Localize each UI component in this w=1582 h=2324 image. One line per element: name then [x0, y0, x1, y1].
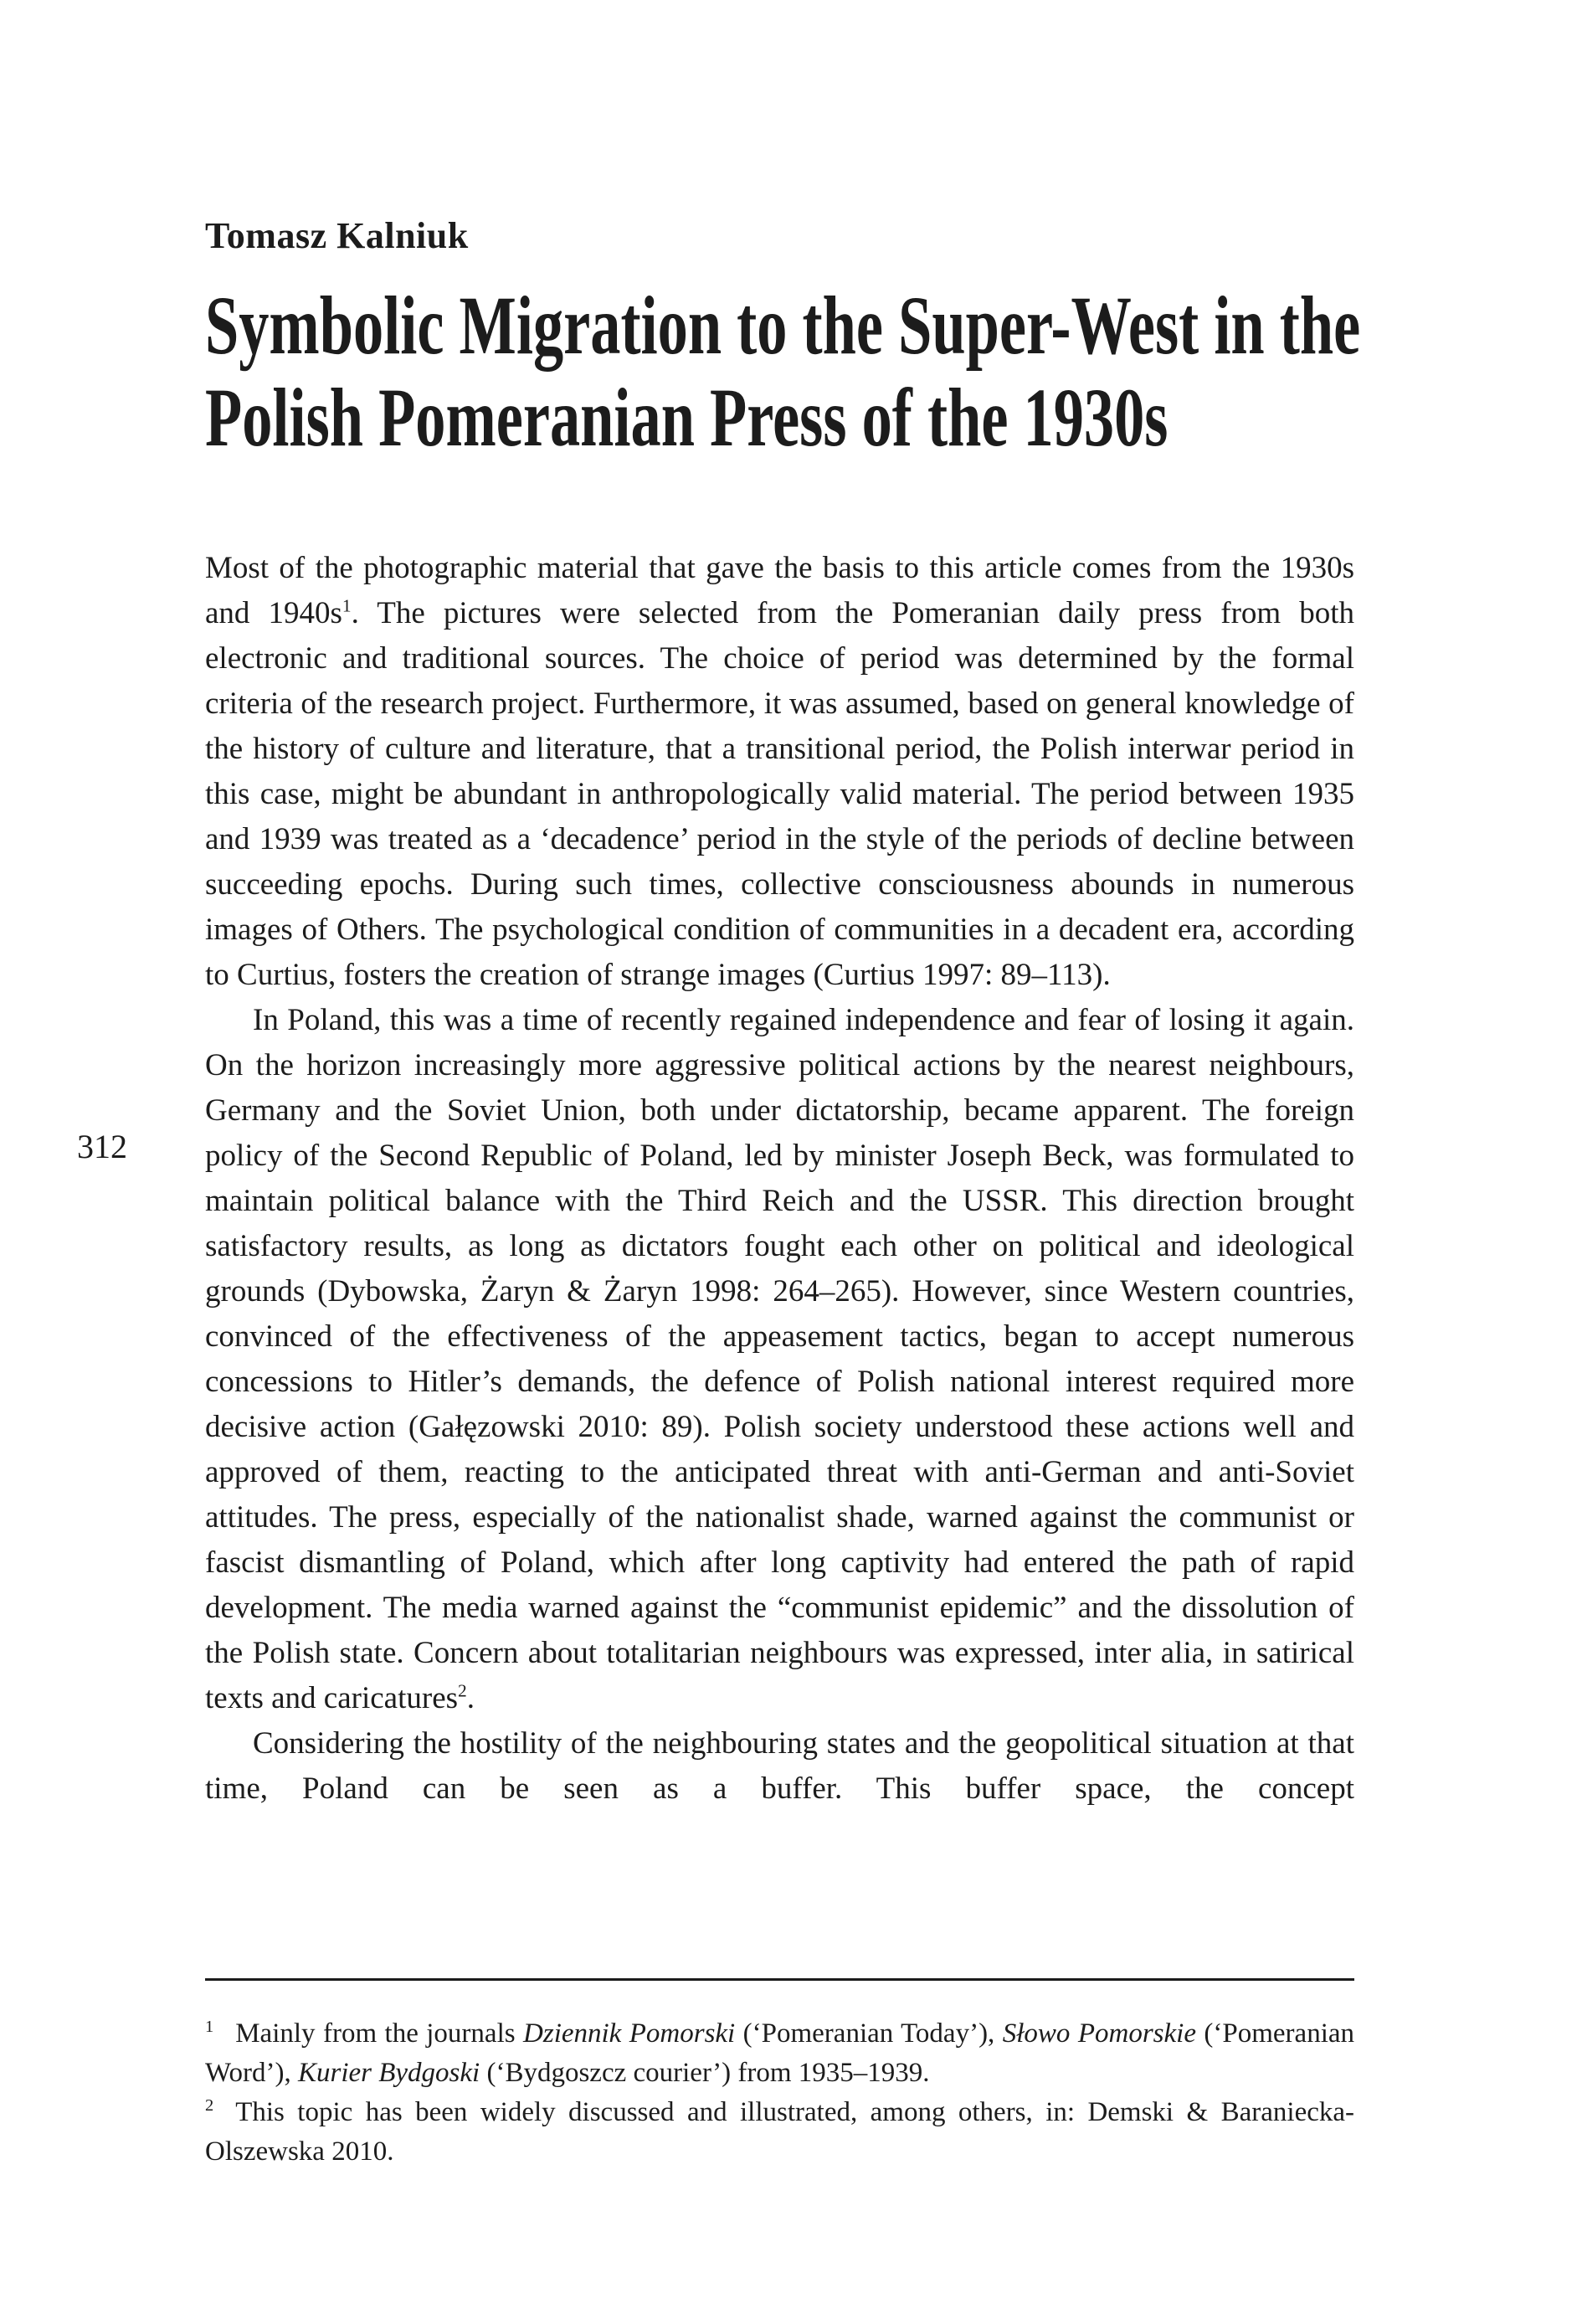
text-run: Considering the hostility of the neighbouring states and the geopolitical situation at that time, Poland can be seen as a buffer. This buffer space, the concept [205, 1726, 1354, 1806]
text-run: In Poland, this was a time of recently regained independence and fear of losing it again. On the horizon increasingly more aggressive political actions by the nearest neighbours, Germany and the Soviet Union, both under dictatorship, became apparent. The foreign policy of the Second Republic of Poland, led by minister Joseph Beck, was formulated to maintain political balance with the Third Reich and the USSR. This direction brought satisfactory results, as long as dictators fought each other on political and ideological grounds (Dybowska, Żaryn & Żaryn 1998: 264–265). However, since Western countries, convinced of the effectiveness of the appeasement tactics, began to accept numerous concessions to Hitler’s demands, the defence of Polish national interest required more decisive action (Gałęzowski 2010: 89). Polish society understood these actions well and approved of them, reacting to the anticipated threat with anti-German and anti-Soviet attitudes. The press, especially of the nationalist shade, warned against the communist or fascist dismantling of Poland, which after long captivity had entered the path of rapid development. The media warned against the “communist epidemic” and the dissolution of the Polish state. Concern about totalitarian neighbours was expressed, inter alia, in satirical texts and caricatures [205, 1003, 1354, 1715]
journal-title: Kurier Bydgoski [297, 2058, 480, 2088]
journal-title: Słowo Pomorskie [1002, 2018, 1196, 2049]
title-line-1: Symbolic Migration to the Super-West in the [205, 279, 1361, 372]
footnote-reference: 1 [342, 595, 352, 616]
text-run: Most of the photographic material that gave the basis to this article comes from the 1930s and 1940s [205, 551, 1354, 630]
footnote-marker: 2 [205, 2096, 214, 2115]
author-name: Tomasz Kalniuk [205, 215, 469, 256]
body-paragraph [205, 998, 1354, 1721]
footnote-item [205, 2093, 1354, 2172]
text-run: This topic has been widely discussed and illustrated, among others, in: Demski & Baraniecka-Olszewska 2010. [205, 2097, 1354, 2167]
article-title [205, 280, 1360, 464]
body-paragraph [205, 546, 1354, 998]
footnote-list [205, 1981, 1354, 2172]
journal-title: Dziennik Pomorski [523, 2018, 736, 2049]
text-run: Mainly from the journals [235, 2018, 524, 2049]
text-run: . The pictures were selected from the Pomeranian daily press from both electronic and traditional sources. The choice of period was determined by the formal criteria of the research project. Furthermore, it was assumed, based on general knowledge of the history of culture and literature, that a transitional period, the Polish interwar period in this case, might be abundant in anthropologically valid material. The period between 1935 and 1939 was treated as a ‘decadence’ period in the style of the periods of decline between succeeding epochs. During such times, collective consciousness abounds in numerous images of Others. The psychological condition of communities in a decadent era, according to Curtius, fosters the creation of strange images (Curtius 1997: 89–113). [205, 596, 1354, 992]
text-run: (‘Bydgoszcz courier’) from 1935–1939. [480, 2058, 930, 2088]
footnote-marker: 1 [205, 2018, 214, 2036]
footnote-reference: 2 [458, 1680, 467, 1701]
text-run: (‘Pomeranian Word’), [205, 2018, 1355, 2088]
footnote-item [205, 2014, 1354, 2093]
body-paragraph [205, 1721, 1354, 1812]
footnotes-section [205, 1978, 1354, 2172]
page-number: 312 [77, 1128, 127, 1165]
text-run: . [466, 1681, 475, 1715]
text-run: (‘Pomeranian Today’), [735, 2018, 1003, 2049]
body-text [205, 546, 1354, 1812]
title-line-2: Polish Pomeranian Press of the 1930s [205, 371, 1169, 464]
